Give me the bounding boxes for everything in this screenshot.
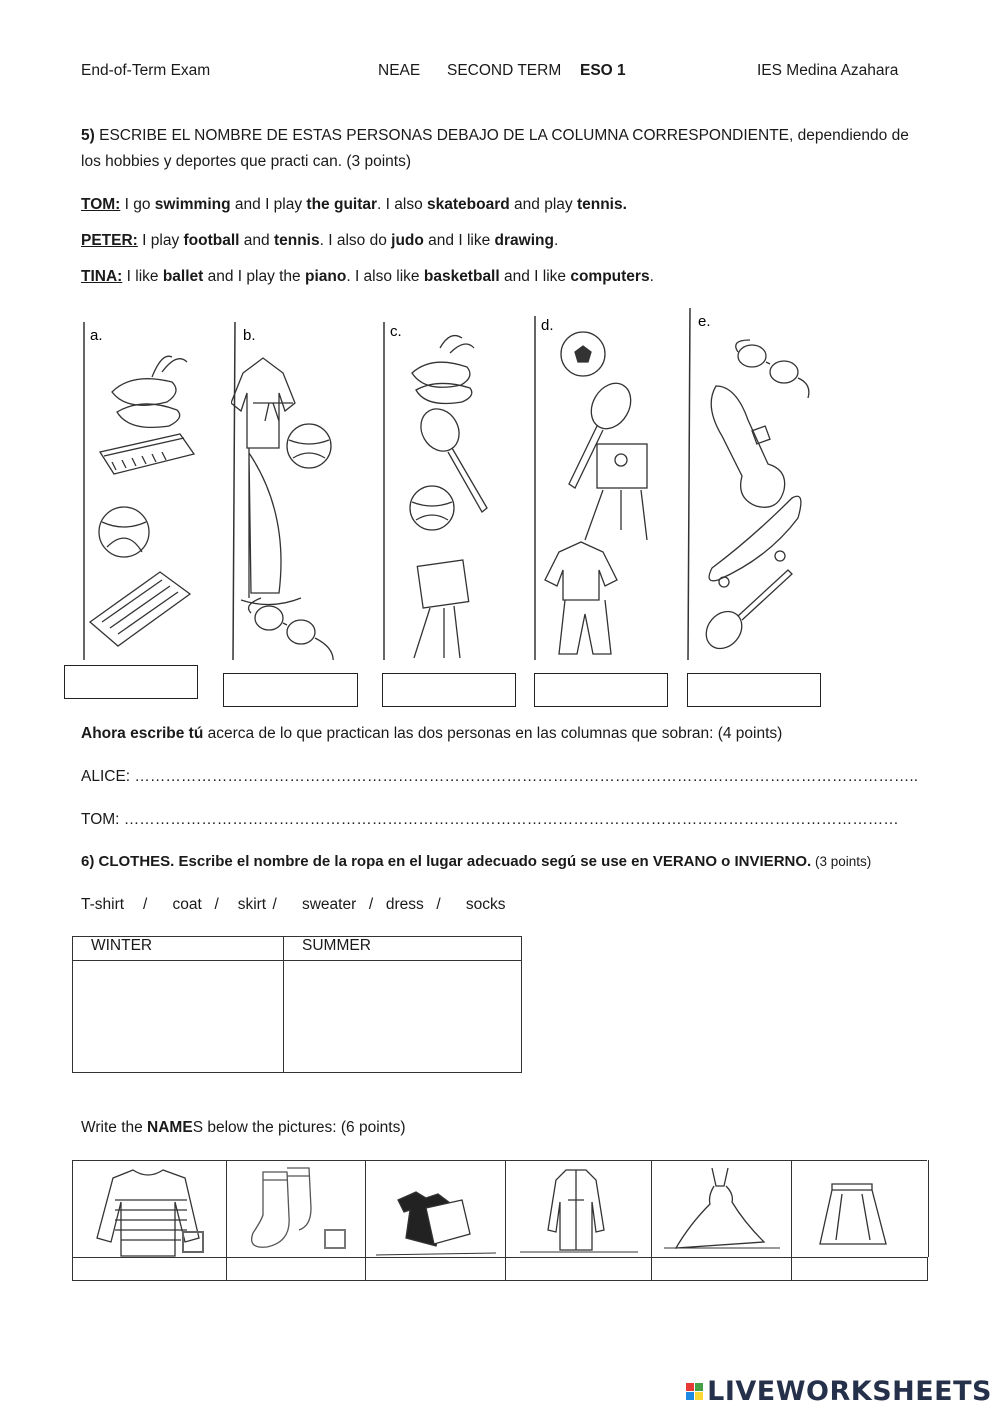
logo-text: LIVEWORKSHEETS	[707, 1376, 992, 1407]
column-e	[684, 308, 834, 660]
svg-text:c.: c.	[390, 323, 402, 340]
skateboard-icon	[709, 496, 801, 587]
writing-instruction: Ahora escribe tú acerca de lo que practican las dos personas en las columnas que sobran: (4 points)	[81, 725, 783, 742]
tom-sentence: TOM: I go swimming and I play the guitar. I also skateboard and play tennis.	[81, 196, 627, 213]
pictures-top-border	[72, 1160, 927, 1161]
word-item: socks	[465, 896, 506, 913]
summer-header: SUMMER	[284, 937, 522, 961]
word-item: sweater	[301, 896, 357, 913]
word-item: T-shirt	[81, 896, 125, 913]
header-exam: End-of-Term Exam	[81, 62, 211, 79]
winter-cell[interactable]	[73, 961, 284, 1073]
tennis-racket-icon	[699, 570, 792, 656]
picture-cell-dress	[651, 1160, 792, 1257]
keyboard-piano-icon	[100, 434, 194, 474]
picture-cell-tshirt	[365, 1160, 506, 1257]
easel-icon	[585, 444, 647, 540]
name-answer-coat[interactable]	[505, 1257, 652, 1281]
answer-box-d[interactable]	[534, 673, 668, 707]
football-icon	[561, 332, 605, 376]
header-neae: NEAE	[378, 62, 421, 79]
name-answer-dress[interactable]	[651, 1257, 792, 1281]
dress-icon	[676, 1168, 764, 1248]
ballet-shoes-icon	[112, 356, 187, 427]
header-term: SECOND TERM	[447, 62, 562, 79]
word-bank: T-shirt / coat / skirt / sweater / dress / socks	[81, 896, 506, 913]
judo-jacket-icon	[231, 358, 295, 448]
name-answer-sweater[interactable]	[72, 1257, 227, 1281]
goggles-icon	[736, 340, 809, 398]
column-a	[82, 322, 230, 660]
computer-keyboard-icon	[90, 572, 190, 646]
judo-suit-icon	[545, 542, 617, 654]
column-d	[531, 314, 683, 660]
winter-header: WINTER	[73, 937, 284, 961]
goggles-icon	[249, 598, 334, 660]
t-shirt-icon	[398, 1192, 470, 1246]
header-level: ESO 1	[580, 62, 626, 79]
q5-number: 5)	[81, 127, 95, 144]
logo-icon	[686, 1383, 703, 1400]
summer-cell[interactable]	[284, 961, 522, 1073]
answer-box-b[interactable]	[223, 673, 358, 707]
q5-instruction: 5) ESCRIBE EL NOMBRE DE ESTAS PERSONAS DEBAJO DE LA COLUMNA CORRESPONDIENTE, dependiendo de	[81, 127, 909, 144]
word-item: coat	[172, 896, 202, 913]
column-b	[231, 318, 379, 660]
socks-icon	[252, 1168, 311, 1247]
skirt-icon	[820, 1184, 886, 1244]
svg-text:a.: a.	[90, 327, 103, 344]
liveworksheets-logo	[686, 1376, 992, 1407]
name-answer-tshirt[interactable]	[365, 1257, 506, 1281]
answer-box-e[interactable]	[687, 673, 821, 707]
answer-box-c[interactable]	[382, 673, 516, 707]
svg-text:e.: e.	[698, 313, 711, 330]
winter-summer-table	[72, 936, 522, 1073]
easel-icon	[414, 560, 469, 658]
ballet-shoes-icon	[412, 336, 474, 404]
tennis-racket-icon	[569, 376, 639, 488]
tina-sentence: TINA: I like ballet and I play the piano. I also like basketball and I like computers.	[81, 268, 654, 285]
name-answer-socks[interactable]	[226, 1257, 366, 1281]
volleyball-icon	[287, 424, 331, 468]
answer-box-a[interactable]	[64, 665, 198, 699]
word-item: dress	[385, 896, 424, 913]
volleyball-icon	[410, 486, 454, 530]
guitar-case-icon	[711, 386, 784, 507]
coat-icon	[548, 1170, 604, 1250]
picture-cell-skirt	[791, 1160, 929, 1257]
picture-cell-sweater	[72, 1160, 227, 1257]
names-instruction: Write the NAMES below the pictures: (6 points)	[81, 1119, 406, 1136]
q6-title: 6) CLOTHES. Escribe el nombre de la ropa en el lugar adecuado segú se use en VERANO o INVIERNO. (3 points)	[81, 853, 872, 870]
picture-cell-coat	[505, 1160, 652, 1257]
pictures-row	[72, 1160, 927, 1280]
tom-line[interactable]: TOM: ……………………………………………………………………………………………………………………………………	[81, 811, 899, 828]
name-answer-skirt[interactable]	[791, 1257, 928, 1281]
windsurf-icon	[241, 448, 301, 605]
q5-instruction-line2: los hobbies y deportes que practi can. (3 points)	[81, 153, 411, 170]
alice-line[interactable]: ALICE: ……………………………………………………………………………………………………………………………………..	[81, 768, 919, 785]
word-item: skirt	[237, 896, 267, 913]
svg-text:d.: d.	[541, 317, 554, 334]
column-c	[380, 318, 530, 660]
svg-text:b.: b.	[243, 327, 256, 344]
peter-sentence: PETER: I play football and tennis. I also do judo and I like drawing.	[81, 232, 559, 249]
header-school: IES Medina Azahara	[757, 62, 899, 79]
ball-icon	[99, 507, 149, 557]
picture-cell-socks	[226, 1160, 366, 1257]
